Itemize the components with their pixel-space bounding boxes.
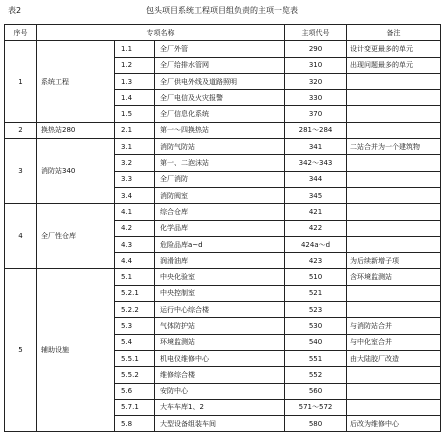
item-code: 424a～d: [285, 236, 347, 252]
table-row: [5, 269, 441, 285]
item-subnumber: 5.6: [115, 383, 155, 399]
item-note: [347, 236, 441, 252]
group-seq: 5: [5, 269, 37, 432]
item-name: 全厂给排水管网: [155, 57, 285, 73]
item-subnumber: 5.4: [115, 334, 155, 350]
item-note: [347, 187, 441, 203]
header-project-name: 专项名称: [37, 25, 285, 41]
item-note: [347, 383, 441, 399]
item-note: 出现问题最多的单元: [347, 57, 441, 73]
group-name: 系统工程: [37, 41, 115, 122]
item-note: 与中化室合并: [347, 334, 441, 350]
item-name: 运行中心综合楼: [155, 302, 285, 318]
item-code: 560: [285, 383, 347, 399]
item-note: [347, 73, 441, 89]
item-subnumber: 5.2.1: [115, 285, 155, 301]
item-code: 320: [285, 73, 347, 89]
item-subnumber: 1.3: [115, 73, 155, 89]
item-code: 281～284: [285, 122, 347, 138]
item-code: 521: [285, 285, 347, 301]
table-row: [5, 41, 441, 57]
item-code: 330: [285, 90, 347, 106]
item-code: 421: [285, 204, 347, 220]
item-subnumber: 3.2: [115, 155, 155, 171]
item-code: 571～572: [285, 399, 347, 415]
table-label: 表2: [8, 6, 22, 15]
item-name: 中央化验室: [155, 269, 285, 285]
item-code: 345: [285, 187, 347, 203]
item-name: 消防阀室: [155, 187, 285, 203]
item-note: [347, 122, 441, 138]
item-code: 290: [285, 41, 347, 57]
item-subnumber: 5.8: [115, 416, 155, 432]
item-note: 二站合并为一个建筑物: [347, 139, 441, 155]
group-seq: 1: [5, 41, 37, 122]
table-title: 包头项目系统工程项目组负责的主项一览表: [146, 6, 298, 15]
item-name: 大型设备组装车间: [155, 416, 285, 432]
table-body: [5, 41, 441, 432]
item-note: [347, 399, 441, 415]
item-name: 全厂信息化系统: [155, 106, 285, 122]
group-name: 换热站280: [37, 122, 115, 138]
item-code: 342～343: [285, 155, 347, 171]
item-note: [347, 155, 441, 171]
item-code: 341: [285, 139, 347, 155]
group-seq: 3: [5, 139, 37, 204]
item-subnumber: 5.2.2: [115, 302, 155, 318]
item-code: 423: [285, 253, 347, 269]
item-note: 为后续新增子项: [347, 253, 441, 269]
item-code: 551: [285, 350, 347, 366]
item-subnumber: 4.2: [115, 220, 155, 236]
item-subnumber: 3.1: [115, 139, 155, 155]
group-name: 全厂性仓库: [37, 204, 115, 269]
item-subnumber: 5.5.1: [115, 350, 155, 366]
item-code: 530: [285, 318, 347, 334]
item-name: 全厂消防: [155, 171, 285, 187]
item-note: 含环境监测站: [347, 269, 441, 285]
item-code: 344: [285, 171, 347, 187]
item-name: 气体防护站: [155, 318, 285, 334]
item-name: 化学品库: [155, 220, 285, 236]
main-items-table: [4, 24, 441, 432]
group-seq: 2: [5, 122, 37, 138]
item-note: [347, 204, 441, 220]
item-note: [347, 106, 441, 122]
item-subnumber: 5.5.2: [115, 367, 155, 383]
item-code: 540: [285, 334, 347, 350]
item-code: 510: [285, 269, 347, 285]
header-code: 主项代号: [285, 25, 347, 41]
item-code: 422: [285, 220, 347, 236]
item-subnumber: 1.5: [115, 106, 155, 122]
header-note: 备注: [347, 25, 441, 41]
item-name: 环境监测站: [155, 334, 285, 350]
item-subnumber: 2.1: [115, 122, 155, 138]
item-name: 危险品库a~d: [155, 236, 285, 252]
item-code: 310: [285, 57, 347, 73]
group-name: 辅助设施: [37, 269, 115, 432]
item-note: [347, 171, 441, 187]
item-subnumber: 4.3: [115, 236, 155, 252]
item-note: 由大陆胶厂改造: [347, 350, 441, 366]
item-name: 消防气防站: [155, 139, 285, 155]
item-name: 安防中心: [155, 383, 285, 399]
item-code: 580: [285, 416, 347, 432]
item-code: 370: [285, 106, 347, 122]
item-name: 第一、二泡沫站: [155, 155, 285, 171]
item-subnumber: 1.4: [115, 90, 155, 106]
table-row: [5, 139, 441, 155]
item-note: [347, 90, 441, 106]
header-seq: 序号: [5, 25, 37, 41]
group-seq: 4: [5, 204, 37, 269]
item-note: [347, 220, 441, 236]
item-note: [347, 302, 441, 318]
item-code: 523: [285, 302, 347, 318]
item-name: 综合仓库: [155, 204, 285, 220]
group-name: 消防站340: [37, 139, 115, 204]
item-subnumber: 4.1: [115, 204, 155, 220]
table-row: [5, 204, 441, 220]
item-name: 全厂供电外线及道路照明: [155, 73, 285, 89]
item-subnumber: 3.3: [115, 171, 155, 187]
item-subnumber: 4.4: [115, 253, 155, 269]
table-header-row: [5, 25, 441, 41]
item-subnumber: 1.1: [115, 41, 155, 57]
item-note: 设计变更最多的单元: [347, 41, 441, 57]
item-code: 552: [285, 367, 347, 383]
item-note: [347, 367, 441, 383]
item-name: 润滑油库: [155, 253, 285, 269]
item-name: 机电仪维修中心: [155, 350, 285, 366]
table-row: [5, 122, 441, 138]
caption-line: [8, 4, 436, 18]
item-name: 全厂外管: [155, 41, 285, 57]
item-name: 中央控制室: [155, 285, 285, 301]
item-note: [347, 285, 441, 301]
item-note: 与消防站合并: [347, 318, 441, 334]
item-subnumber: 3.4: [115, 187, 155, 203]
item-subnumber: 1.2: [115, 57, 155, 73]
item-name: 全厂电信及火灾报警: [155, 90, 285, 106]
item-subnumber: 5.1: [115, 269, 155, 285]
item-note: 后改为维修中心: [347, 416, 441, 432]
item-subnumber: 5.3: [115, 318, 155, 334]
item-name: 第一～四换热站: [155, 122, 285, 138]
item-subnumber: 5.7.1: [115, 399, 155, 415]
item-name: 维修综合楼: [155, 367, 285, 383]
item-name: 大车车库1、2: [155, 399, 285, 415]
